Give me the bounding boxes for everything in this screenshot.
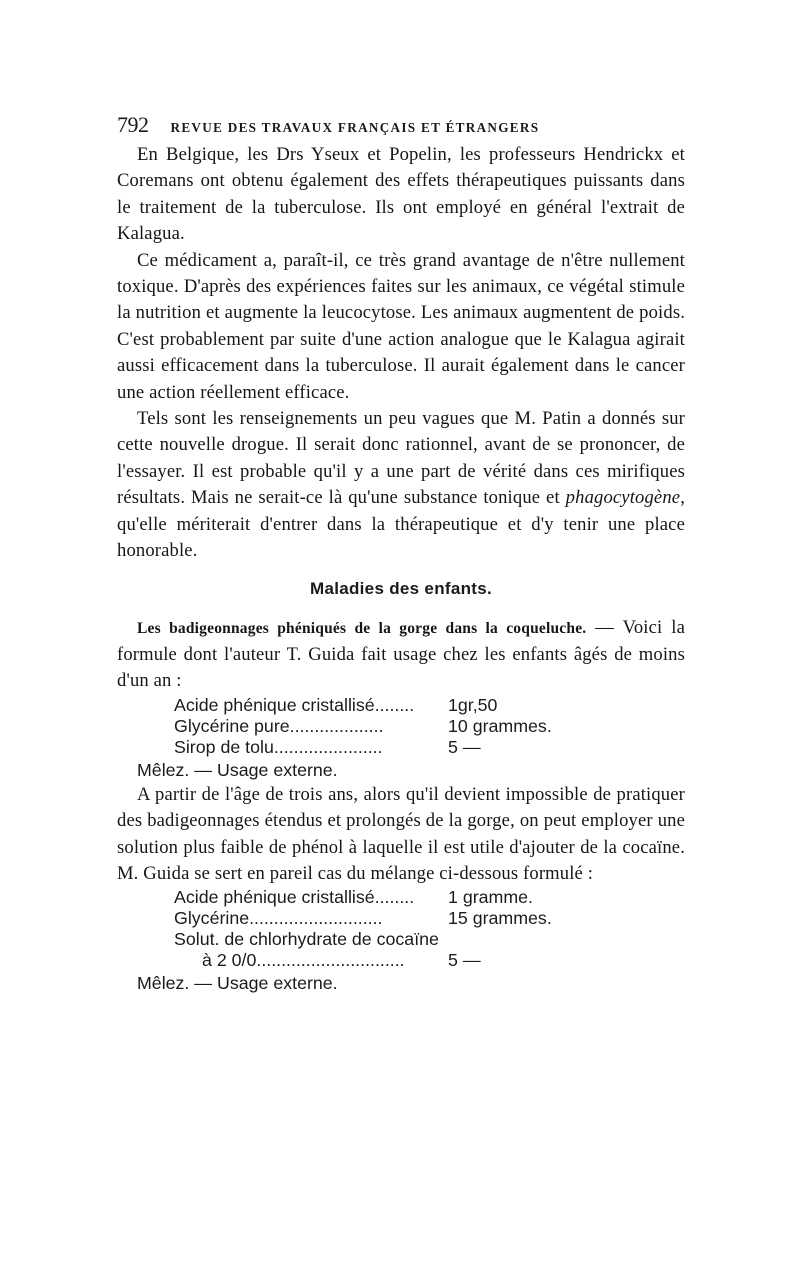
recipe-row [117,737,685,758]
ingredient-qty: 5 — [448,736,481,757]
paragraph-patin [117,406,685,564]
paragraph-three-years: A partir de l'âge de trois ans, alors qu'il devient impossible de pratiquer des badigeonnages étendus et prolongés de la gorge, on peut employer une solution plus faible de phénol à laquelle il est utile d'ajouter de la cocaïne. M. Guida se sert en pareil cas du mélange ci-dessous formulé : [117,783,685,884]
italic-term: phagocytogène [565,487,681,509]
ingredient-qty: 15 grammes. [448,908,552,929]
ingredient-name: Glycérine pure................... [174,715,384,736]
recipe-row [117,908,685,929]
paragraph-patin-end: , qu'elle mériterait d'entrer dans la thérapeutique et d'y tenir une place honorable. [117,487,685,562]
page-number: 792 [117,112,149,137]
recipe-row [117,950,685,971]
section-title: Maladies des enfants. [309,578,493,598]
recipe-1 [117,695,685,758]
paragraph-medicament: Ce médicament a, paraît-il, ce très grand avantage de n'être nullement toxique. D'après des expériences faites sur les animaux, ce végétal stimule la nutrition et augmente la leucocytose. Les animaux augmentent de poids. C'est probablement par suite d'une action analogue que le Kalagua agirait aussi efficacement dans la tuberculose. Il aurait également dans le cancer une action réellement efficace. [117,249,685,403]
running-title: REVUE DES TRAVAUX FRANÇAIS ET ÉTRANGERS [170,120,540,135]
lead-title: Les badigeonnages phéniqués de la gorge dans la coqueluche. [137,619,587,637]
ingredient-qty: 1gr,50 [448,694,498,715]
usage-note-1: Mêlez. — Usage externe. [137,759,338,780]
ingredient-name: Acide phénique cristallisé........ [174,694,415,715]
running-head [117,112,685,142]
ingredient-name: Sirop de tolu...................... [174,736,383,757]
ingredient-name: Acide phénique cristallisé........ [174,887,415,908]
usage-note-2: Mêlez. — Usage externe. [137,973,338,994]
ingredient-qty: 10 grammes. [448,715,552,736]
paragraph-patin-text: Tels sont les renseignements un peu vagues que M. Patin a donnés sur cette nouvelle drogue. Il serait donc rationnel, avant de se prononcer, de l'essayer. Il est probable qu'il y a une part de vérité dans ces mirifiques résultats. Mais ne serait-ce là qu'une substance tonique et [117,408,685,509]
ingredient-note: Solut. de chlorhydrate de cocaïne [174,929,439,950]
ingredient-name: à 2 0/0.............................. [202,950,405,971]
recipe-row [117,716,685,737]
paragraph-coqueluche [117,615,685,695]
page [117,112,685,995]
ingredient-qty: 1 gramme. [448,887,533,908]
recipe-row [117,887,685,908]
recipe-row [117,695,685,716]
recipe-2 [117,887,685,971]
ingredient-qty: 5 — [448,950,481,971]
ingredient-name: Glycérine........................... [174,908,383,929]
intro-text: — Voici la formule dont l'auteur T. Guida fait usage chez les enfants âgés de moins d'un an : [117,616,685,692]
paragraph-belgium: En Belgique, les Drs Yseux et Popelin, les professeurs Hendrickx et Coremans ont obtenu également des effets thérapeutiques puissants dans le traitement de la tuberculose. Ils ont employé en général l'extrait de Kalagua. [117,144,685,245]
